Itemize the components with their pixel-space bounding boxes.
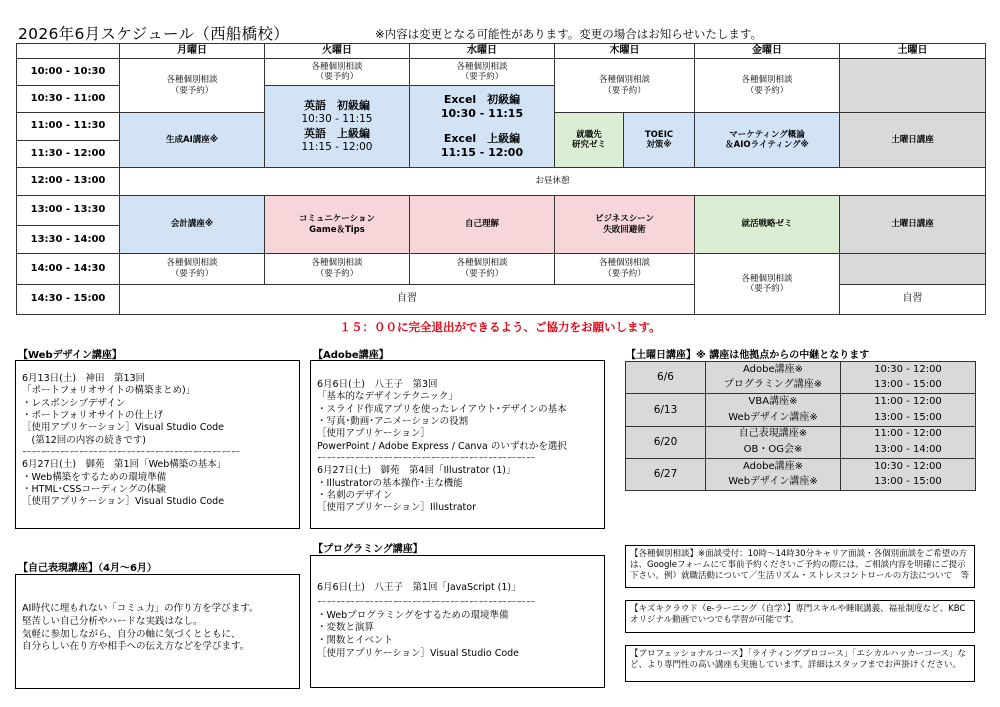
kizuki-cloud-info-box: [625, 600, 975, 633]
professional-info-line: 【プロフェッショナルコース】: [630, 649, 748, 659]
web-design-line: ［使用アプリケーション］Visual Studio Code: [22, 496, 225, 508]
saturday-table: [625, 361, 976, 491]
programming-box: [310, 555, 605, 688]
consult-info-line: ご予約の際には、ご相談内容を明確にご提示下さい。: [630, 560, 966, 582]
professional-info-line: より専門性の高い講座も実施しています。詳細はスタッフまでお声掛けください。: [647, 660, 961, 671]
kizuki-info-line: ジナル動画でいつでも学習が可能です。: [647, 615, 799, 626]
self-expression-line: 気軽に参加しながら、自分の軸に気づくとともに、: [22, 628, 241, 640]
saturday-row: [626, 394, 976, 410]
day-thursday: 木曜日: [555, 44, 695, 59]
adobe-heading: 【Adobe講座】: [313, 350, 389, 361]
self-study-cell: 自習: [840, 284, 986, 314]
consult-info-line: キャリア面談・各個別面談をご希望の方は、Googleフォームにて事前予約ください: [630, 549, 968, 571]
adobe-line: ［使用アプリケーション］Illustrator: [317, 502, 476, 514]
programming-line: ［使用アプリケーション］Visual Studio Code: [317, 648, 520, 660]
time-slot: 13:30 - 14:00: [17, 226, 120, 254]
self-expression-box: [15, 574, 300, 689]
web-design-line: ［使用アプリケーション］Visual Studio Code: [22, 422, 225, 434]
web-design-heading: 【Webデザイン講座】: [18, 350, 122, 361]
day-saturday: 土曜日: [840, 44, 986, 59]
exit-notice: １５：００に完全退出ができるよう、ご協力をお願いします。: [339, 320, 661, 334]
accounting-course-cell: 会計講座※: [120, 196, 265, 254]
lunch-break-cell: お昼休憩: [120, 167, 986, 195]
time-slot: 10:30 - 11:00: [17, 86, 120, 113]
time-slot: 11:30 - 12:00: [17, 140, 120, 167]
saturday-course: Adobe講座※: [706, 458, 841, 474]
programming-line: ・変数と演算: [317, 622, 375, 634]
web-design-line: 6月27日(土) 御苑 第1回「Web構築の基本」: [22, 459, 227, 471]
consult-info-box: [625, 545, 975, 588]
consult-cell: 各種個別相談 （要予約）: [120, 59, 265, 113]
saturday-course: OB・OG会※: [706, 442, 841, 458]
saturday-time: 13:00 - 15:00: [841, 410, 976, 426]
time-slot: 11:00 - 11:30: [17, 113, 120, 140]
adobe-line: ・スライド作成アプリを使ったレイアウト･デザインの基本: [317, 403, 567, 415]
adobe-line: ーーーーーーーーーーーーーーーーーーーーーーー: [317, 453, 536, 465]
adobe-box: [310, 360, 605, 529]
programming-line: ーーーーーーーーーーーーーーーーーーーーーーー: [317, 596, 536, 608]
english-course-cell: 英語 初級編 10:30 - 11:15 英語 上級編 11:15 - 12:00: [265, 86, 410, 168]
consult-cell: 各種個別相談 （要予約）: [410, 59, 555, 86]
consult-cell: 各種個別相談 （要予約）: [555, 59, 695, 113]
web-design-line: 6月13日(土) 神田 第13回: [22, 373, 146, 384]
saturday-course: VBA講座※: [706, 394, 841, 410]
saturday-date: 6/27: [626, 458, 706, 490]
web-design-line: 「ポートフォリオサイトの構築まとめ)」: [22, 385, 196, 397]
saturday-date: 6/13: [626, 394, 706, 426]
time-slot: 14:30 - 15:00: [17, 284, 120, 314]
saturday-course: Webデザイン講座※: [706, 474, 841, 490]
genai-course-cell: 生成AI講座※: [120, 113, 265, 167]
saturday-row: [626, 458, 976, 474]
consult-cell: 各種個別相談 （要予約）: [695, 254, 840, 315]
web-design-line: ・レスポンシブデザイン: [22, 397, 126, 409]
self-expression-heading: 【自己表現講座】（4月～6月）: [18, 563, 157, 574]
programming-line: 6月6日(土) 八王子 第1回「JavaScript (1)」: [317, 582, 521, 593]
adobe-line: ・Illustratorの基本操作･主な機能: [317, 477, 463, 489]
saturday-time: 13:00 - 14:00: [841, 442, 976, 458]
saturday-time: 10:30 - 12:00: [841, 362, 976, 378]
day-friday: 金曜日: [695, 44, 840, 59]
self-expression-line: AI時代に埋もれない「コミュ力」の作り方を学びます。: [22, 603, 259, 614]
excel-course-cell: Excel 初級編 10:30 - 11:15 Excel 上級編 11:15 - 12:00: [410, 86, 555, 168]
adobe-line: ・写真･動画･アニメーションの役割: [317, 416, 469, 428]
web-design-line: ・ポートフォリオサイトの仕上げ: [22, 410, 163, 422]
self-understanding-cell: 自己理解: [410, 196, 555, 254]
job-research-seminar-cell: 就職先 研究ゼミ: [555, 113, 624, 167]
career-strategy-cell: 就活戦略ゼミ: [695, 196, 840, 254]
saturday-course: プログラミング講座※: [706, 378, 841, 394]
web-design-box: [15, 360, 300, 529]
web-design-line: ・HTML･CSSコーディングの体験: [22, 484, 166, 496]
adobe-line: 6月6日(土) 八王子 第3回: [317, 379, 438, 390]
consult-info-line: 例）就職活動について／生活リズム・ストレスコントロールの方法について 等: [664, 571, 970, 582]
marketing-course-cell: マーケティング概論 ＆AIOライティング※: [695, 113, 840, 167]
header-corner: [17, 44, 120, 59]
consult-cell: 各種個別相談 （要予約）: [410, 254, 555, 284]
saturday-time: 13:00 - 15:00: [841, 474, 976, 490]
saturday-course: 自己表現講座※: [706, 426, 841, 442]
page-title: 2026年6月スケジュール（西船橋校）: [18, 25, 290, 43]
time-slot: 14:00 - 14:30: [17, 254, 120, 284]
saturday-time: 13:00 - 15:00: [841, 378, 976, 394]
saturday-date: 6/20: [626, 426, 706, 458]
day-tuesday: 火曜日: [265, 44, 410, 59]
programming-line: ・関数とイベント: [317, 635, 394, 647]
saturday-course-cell: 土曜日講座: [840, 196, 986, 254]
self-expression-line: 自分らしい在り方や相手への伝え方などを学びます。: [22, 641, 250, 653]
saturday-course-cell: 土曜日講座: [840, 113, 986, 167]
time-slot: 10:00 - 10:30: [17, 59, 120, 86]
business-scene-cell: ビジネスシーン 失敗回避術: [555, 196, 695, 254]
professional-info-line: 「ライティングプロコース」「エシカルハッカーコース」など、: [630, 649, 967, 671]
empty-cell: [840, 59, 986, 113]
consult-cell: 各種個別相談 （要予約）: [120, 254, 265, 284]
consult-cell: 各種個別相談 （要予約）: [555, 254, 695, 284]
consult-cell: 各種個別相談 （要予約）: [695, 59, 840, 113]
adobe-line: ・名刺のデザイン: [317, 490, 393, 502]
schedule-table: [16, 43, 986, 315]
consult-cell: 各種個別相談 （要予約）: [265, 59, 410, 86]
adobe-line: ［使用アプリケーション］: [317, 428, 431, 440]
time-slot: 13:00 - 13:30: [17, 196, 120, 226]
professional-course-info-box: [625, 645, 975, 682]
change-notice: ※内容は変更となる可能性があります。変更の場合はお知らせいたします。: [375, 27, 762, 41]
saturday-row: [626, 426, 976, 442]
saturday-course: Adobe講座※: [706, 362, 841, 378]
consult-cell: 各種個別相談 （要予約）: [265, 254, 410, 284]
self-expression-line: 堅苦しい自己分析やハードな実践はなし。: [22, 615, 203, 627]
adobe-line: 「基本的なデザインテクニック」: [317, 391, 458, 403]
programming-heading: 【プログラミング講座】: [313, 544, 423, 555]
saturday-time: 10:30 - 12:00: [841, 458, 976, 474]
adobe-line: 6月27日(土) 御苑 第4回「Illustrator (1)」: [317, 465, 516, 477]
programming-line: ・Webプログラミングをするための環境準備: [317, 609, 509, 621]
saturday-time: 11:00 - 12:00: [841, 394, 976, 410]
adobe-line: PowerPoint / Adobe Express / Canva のいずれかを選択: [317, 440, 567, 452]
day-wednesday: 水曜日: [410, 44, 555, 59]
communication-course-cell: コミュニケーション Game＆Tips: [265, 196, 410, 254]
web-design-line: ・Web構築をするための環境準備: [22, 471, 167, 483]
empty-cell: [840, 254, 986, 284]
saturday-heading: 【土曜日講座】※ 講座は他拠点からの中継となります: [626, 350, 870, 361]
saturday-time: 11:00 - 12:00: [841, 426, 976, 442]
kizuki-info-line: 【キズキクラウド（e-ラーニング（自学）】専門スキルや睡眠講義、福祉制度など、KBCオリ: [630, 604, 966, 626]
self-study-cell: 自習: [120, 284, 695, 314]
saturday-course: Webデザイン講座※: [706, 410, 841, 426]
toeic-course-cell: TOEIC 対策※: [624, 113, 695, 167]
saturday-row: [626, 362, 976, 378]
day-monday: 月曜日: [120, 44, 265, 59]
consult-info-line: 【各種個別相談】※面談受付：10時～14時30分: [630, 549, 815, 559]
web-design-line: ーーーーーーーーーーーーーーーーーーーーーーー: [22, 447, 241, 459]
web-design-line: (第12回の内容の続きです): [22, 434, 147, 446]
time-slot: 12:00 - 13:00: [17, 167, 120, 195]
saturday-date: 6/6: [626, 362, 706, 394]
